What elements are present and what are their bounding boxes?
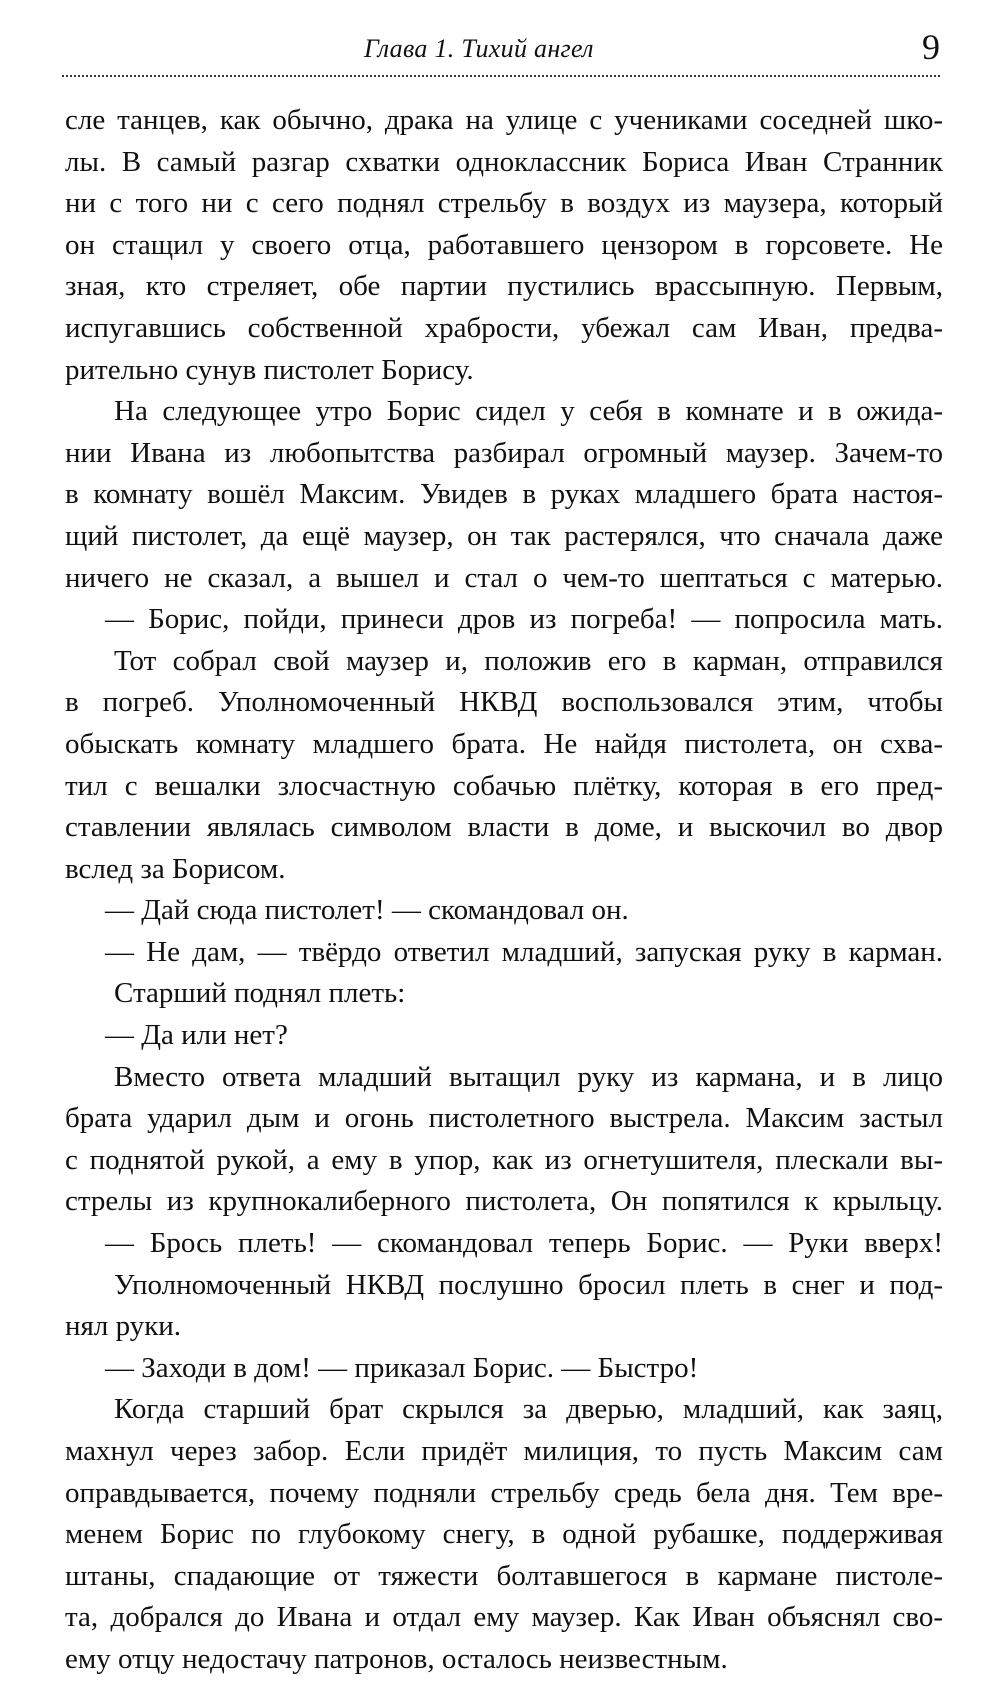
text-line: Тот собрал свой маузер и, положив его в карман, отправился [114,644,943,677]
text-line: штаны, спадающие от тяжести болтавшегося в кармане пистоле- [65,1559,943,1592]
text-line: — Не дам, — твёрдо ответил младший, запуская руку в карман. [105,935,943,968]
text-line: оправдывается, почему подняли стрельбу средь бела дня. Тем вре- [65,1476,943,1509]
text-line: в погреб. Уполномоченный НКВД воспользовался этим, чтобы [65,686,943,719]
text-line: — Дай сюда пистолет! — скомандовал он. [105,894,629,927]
text-line: махнул через забор. Если придёт милиция, то пусть Максим сам [65,1435,943,1467]
text-line: нял руки. [65,1310,182,1343]
text-line: Когда старший брат скрылся за дверью, младший, как заяц, [114,1393,943,1426]
page-number: 9 [922,27,940,67]
text-line: — Да или нет? [105,1019,288,1052]
header-divider [62,75,940,77]
text-line: — Заходи в дом! — приказал Борис. — Быстро! [105,1351,699,1384]
text-line: — Борис, пойди, принеси дров из погреба! — попросила мать. [105,603,943,636]
text-line: та, добрался до Ивана и отдал ему маузер. Как Иван объяснял сво- [65,1601,943,1634]
text-line: — Брось плеть! — скомандовал теперь Борис. — Руки вверх! [105,1227,943,1260]
text-line: тил с вешалки злосчастную собачью плётку, которая в его пред- [65,769,943,802]
text-line: менем Борис по глубокому снегу, в одной рубашке, поддерживая [65,1518,943,1551]
text-line: рительно сунув пистолет Борису. [65,353,474,386]
text-line: нии Ивана из любопытства разбирал огромный маузер. Зачем-то [65,436,943,469]
body-text [65,100,943,1681]
text-line: Уполномоченный НКВД послушно бросил плеть в снег и под- [114,1268,943,1301]
text-line: стрелы из крупнокалиберного пистолета, Он попятился к крыльцу. [65,1185,943,1218]
text-line: ничего не сказал, а вышел и стал о чем-то шептаться с матерью. [65,561,943,594]
text-line: испугавшись собственной храбрости, убежал сам Иван, предва- [65,311,943,344]
text-line: с поднятой рукой, а ему в упор, как из огнетушителя, плескали вы- [65,1143,943,1176]
text-line: сле танцев, как обычно, драка на улице с учениками соседней шко- [65,104,943,136]
text-line: Вместо ответа младший вытащил руку из кармана, и в лицо [114,1060,943,1093]
text-line: зная, кто стреляет, обе партии пустились врассыпную. Первым, [65,270,943,303]
text-line: Старший поднял плеть: [114,977,406,1010]
text-line: брата ударил дым и огонь пистолетного выстрела. Максим застыл [65,1102,943,1135]
text-line: он стащил у своего отца, работавшего цензором в горсовете. Не [65,228,943,261]
chapter-title: Глава 1. Тихий ангел [364,34,594,63]
text-line: обыскать комнату младшего брата. Не найдя пистолета, он схва- [65,727,943,760]
text-line: вслед за Борисом. [65,852,286,885]
page-header [62,22,940,74]
text-line: лы. В самый разгар схватки одноклассник Бориса Иван Странник [65,145,943,178]
text-line: щий пистолет, да ещё маузер, он так растерялся, что сначала даже [65,519,943,552]
text-line: ставлении являлась символом власти в доме, и выскочил во двор [65,811,943,844]
text-line: в комнату вошёл Максим. Увидев в руках младшего брата настоя- [65,478,943,511]
text-line: ни с того ни с сего поднял стрельбу в воздух из маузера, который [65,187,943,220]
text-line: На следующее утро Борис сидел у себя в комнате и в ожида- [114,395,943,428]
text-line: ему отцу недостачу патронов, осталось неизвестным. [65,1642,728,1675]
